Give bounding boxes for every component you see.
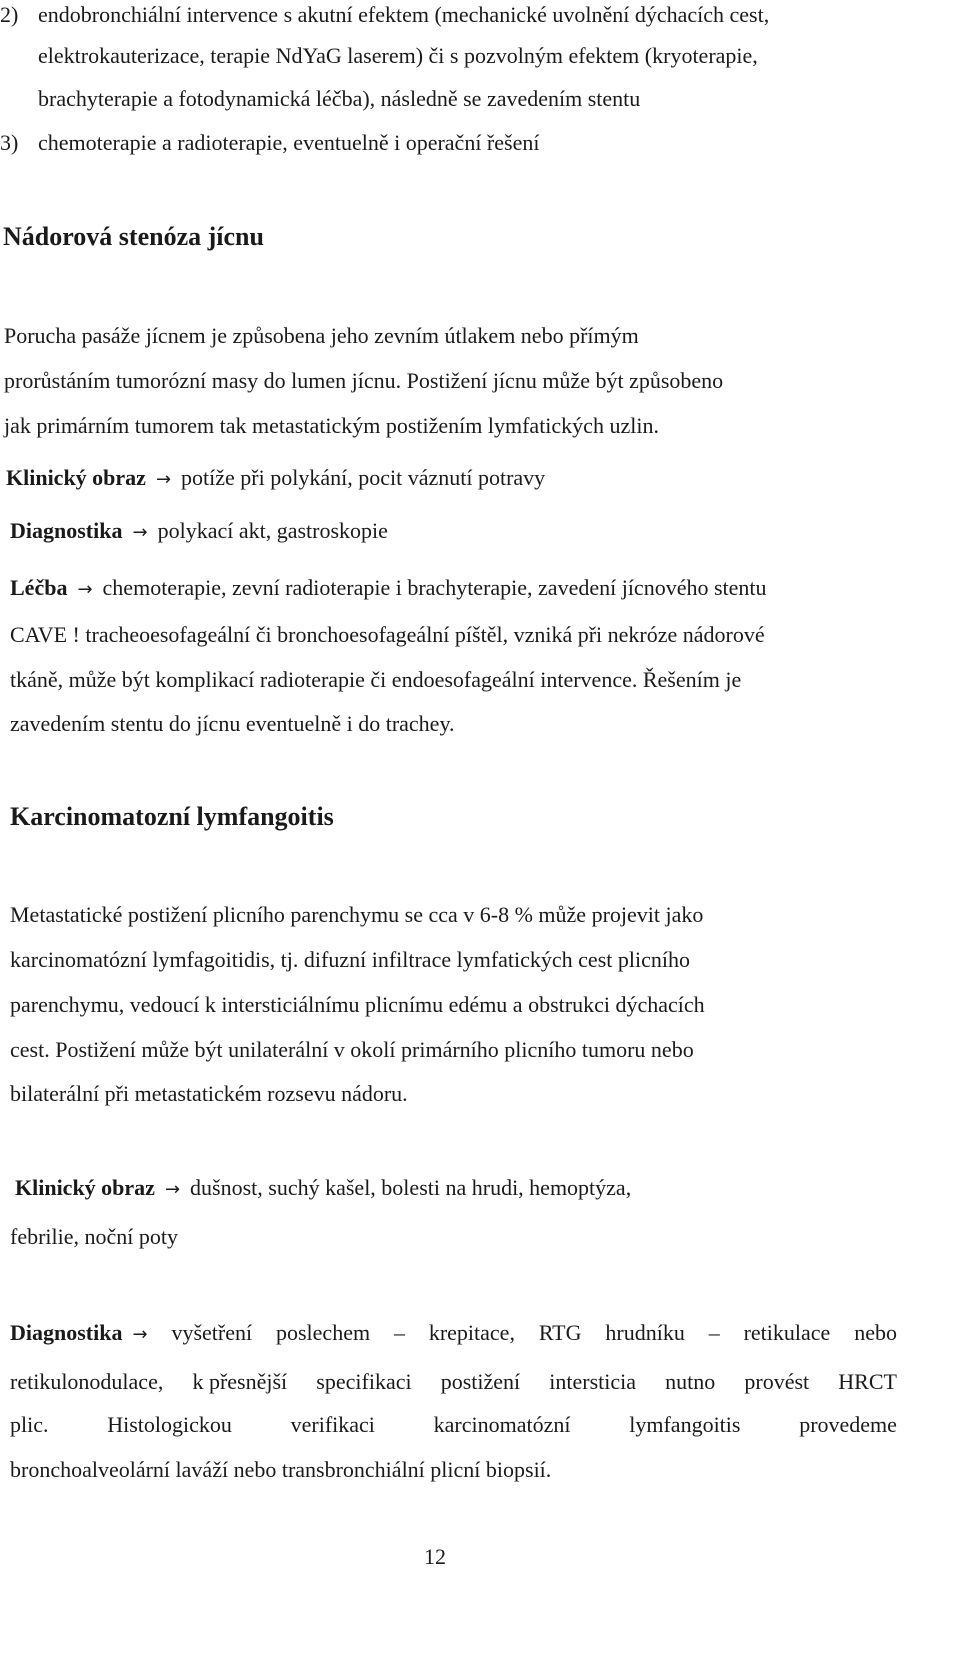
diagnostics-text: polykací akt, gastroskopie <box>157 518 388 543</box>
word: HRCT <box>838 1369 897 1394</box>
clinical-picture <box>15 1173 631 1205</box>
paragraph-line: karcinomatózní lymfagoitidis, tj. difuzní infiltrace lymfatických cest plicního <box>10 947 690 972</box>
diagnostics-line-3 <box>10 1410 897 1440</box>
right-arrow-icon: → <box>164 1179 181 1200</box>
word: lymfangoitis <box>629 1412 741 1437</box>
word: nebo <box>854 1320 897 1345</box>
word: – <box>708 1320 720 1345</box>
word: specifikaci <box>316 1369 412 1394</box>
paragraph-line: Porucha pasáže jícnem je způsobena jeho zevním útlakem nebo přímým <box>4 323 639 348</box>
right-arrow-icon: → <box>132 522 148 543</box>
list-text: elektrokauterizace, terapie NdYaG laserem) či s pozvolným efektem (kryoterapie, <box>38 43 758 68</box>
diagnostics-label: Diagnostika <box>10 518 123 543</box>
clinical-continuation: febrilie, noční poty <box>10 1224 179 1249</box>
right-arrow-icon: → <box>132 1324 148 1345</box>
diagnostics-line-1 <box>10 1318 897 1350</box>
clinical-text: dušnost, suchý kašel, bolesti na hrudi, hemoptýza, <box>190 1175 632 1200</box>
diagnostics-label: Diagnostika <box>10 1320 123 1345</box>
section-heading: Nádorová stenóza jícnu <box>3 222 264 251</box>
word: poslechem <box>275 1320 371 1345</box>
cave-line: zavedením stentu do jícnu eventuelně i do trachey. <box>10 711 455 736</box>
paragraph-line: cest. Postižení může být unilaterální v okolí primárního plicního tumoru nebo <box>10 1037 694 1062</box>
treatment-text: chemoterapie, zevní radioterapie i brachyterapie, zavedení jícnového stentu <box>102 575 767 600</box>
paragraph-line: Metastatické postižení plicního parenchymu se cca v 6-8 % může projevit jako <box>10 902 704 927</box>
list-text: chemoterapie a radioterapie, eventuelně i operační řešení <box>38 130 540 155</box>
treatment-label: Léčba <box>10 575 68 600</box>
page-number: 12 <box>424 1544 446 1569</box>
cave-line: CAVE ! tracheoesofageální či bronchoesofageální píštěl, vzniká při nekróze nádorové <box>10 622 765 647</box>
word: k přesnější <box>192 1369 288 1394</box>
clinical-picture <box>6 463 545 495</box>
diagnostics-line-2 <box>10 1367 897 1397</box>
treatment <box>10 573 767 605</box>
word: nutno <box>665 1369 716 1394</box>
word: retikulace <box>743 1320 831 1345</box>
list-item <box>0 128 539 158</box>
word: karcinomatózní <box>433 1412 571 1437</box>
diagnostics <box>10 516 388 548</box>
word: Histologickou <box>107 1412 232 1437</box>
list-number: 3) <box>0 130 19 155</box>
diagnostics-lead <box>10 1318 148 1350</box>
word: RTG <box>538 1320 582 1345</box>
list-item <box>0 0 769 30</box>
word: verifikaci <box>290 1412 375 1437</box>
word: – <box>393 1320 405 1345</box>
word: postižení <box>440 1369 521 1394</box>
paragraph-line: parenchymu, vedoucí k intersticiálnímu plicnímu edému a obstrukci dýchacích <box>10 992 705 1017</box>
word: retikulonodulace, <box>10 1369 164 1394</box>
word: intersticia <box>549 1369 637 1394</box>
clinical-text: potíže při polykání, pocit váznutí potravy <box>181 465 546 490</box>
clinical-label: Klinický obraz <box>15 1175 155 1200</box>
diagnostics-line-4: bronchoalveolární laváží nebo transbronchiální plicní biopsií. <box>10 1457 552 1482</box>
right-arrow-icon: → <box>155 469 172 490</box>
cave-line: tkáně, může být komplikací radioterapie či endoesofageální intervence. Řešením je <box>10 667 742 692</box>
list-text: brachyterapie a fotodynamická léčba), následně se zavedením stentu <box>38 86 641 111</box>
list-text: endobronchiální intervence s akutní efektem (mechanické uvolnění dýchacích cest, <box>38 2 770 27</box>
list-number: 2) <box>0 2 19 27</box>
paragraph-line: jak primárním tumorem tak metastatickým postižením lymfatických uzlin. <box>4 413 659 438</box>
section-heading: Karcinomatozní lymfangoitis <box>10 802 334 831</box>
paragraph-line: bilaterální při metastatickém rozsevu nádoru. <box>10 1081 408 1106</box>
word: provést <box>744 1369 810 1394</box>
right-arrow-icon: → <box>77 579 93 600</box>
word: plic. <box>10 1412 49 1437</box>
clinical-label: Klinický obraz <box>6 465 146 490</box>
word: provedeme <box>799 1412 897 1437</box>
word: hrudníku <box>605 1320 685 1345</box>
paragraph-line: prorůstáním tumorózní masy do lumen jícnu. Postižení jícnu může být způsobeno <box>4 368 724 393</box>
word: krepitace, <box>428 1320 515 1345</box>
word: vyšetření <box>171 1320 253 1345</box>
